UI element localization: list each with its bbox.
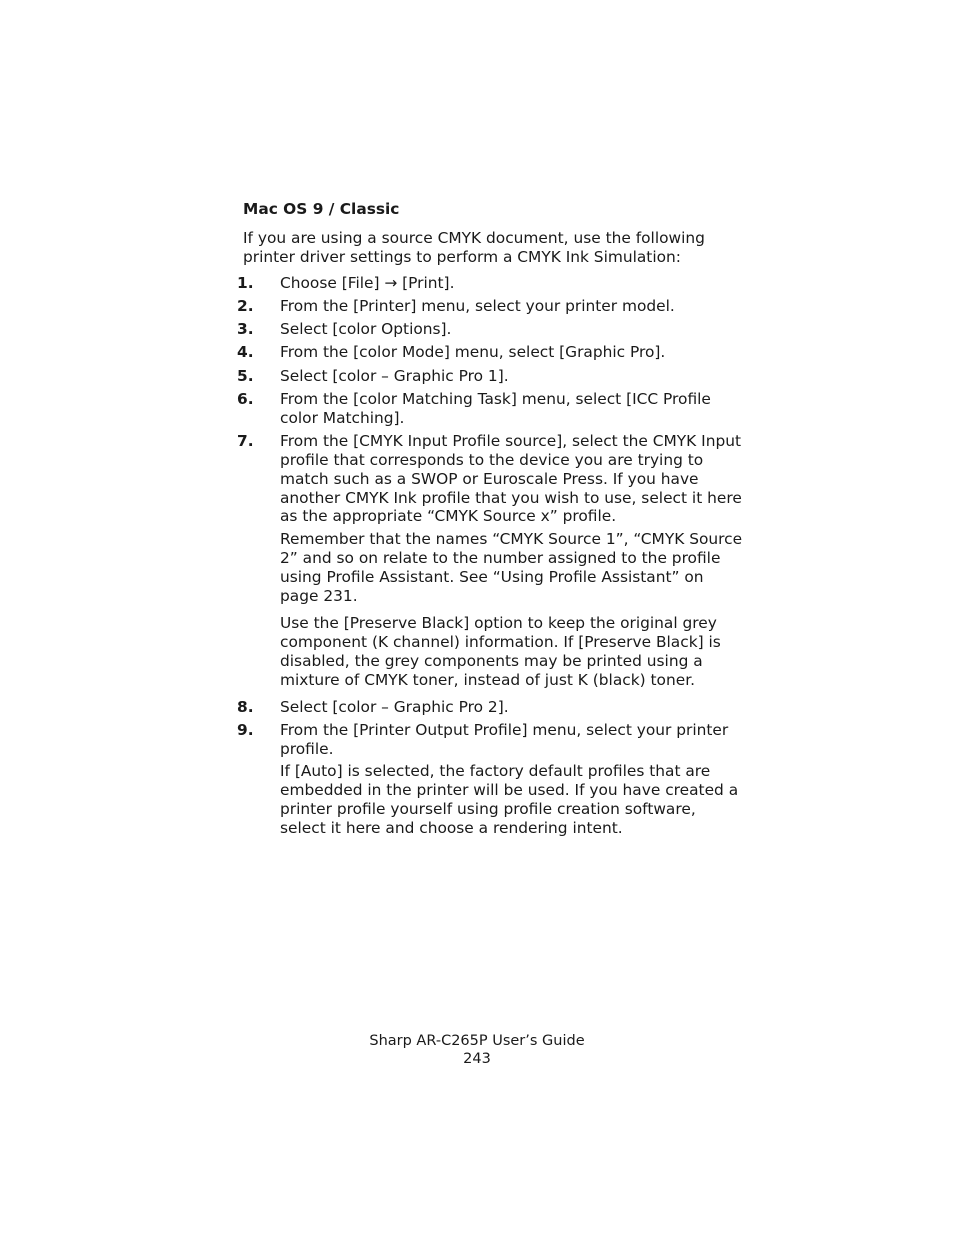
step-text: From the [CMYK Input Profile source], select the CMYK Input profile that corresponds to the device you are trying to match such as a SWOP or Euroscale Press. If you have another CMYK Ink profile that you wish to use, select it here as the appropriate “CMYK Source x” profile. bbox=[280, 432, 742, 526]
step-9 bbox=[237, 720, 743, 838]
step-4 bbox=[237, 343, 743, 362]
step-text: From the [Printer Output Profile] menu, select your printer profile. bbox=[280, 720, 729, 758]
step-text: Select [color – Graphic Pro 2]. bbox=[280, 697, 509, 716]
step-number: 5. bbox=[237, 366, 254, 385]
step-number: 3. bbox=[237, 320, 254, 339]
step-number: 8. bbox=[237, 697, 254, 716]
step-note: If [Auto] is selected, the factory default profiles that are embedded in the printer will be used. If you have created a printer profile yourself using profile creation software, select it here and choose a rendering intent. bbox=[280, 762, 739, 837]
step-number: 4. bbox=[237, 343, 254, 362]
step-note: Remember that the names “CMYK Source 1”, “CMYK Source 2” and so on relate to the number assigned to the profile using Profile Assistant. See “Using Profile Assistant” on page 231. bbox=[280, 530, 743, 605]
step-5 bbox=[237, 366, 743, 386]
step-number: 2. bbox=[237, 296, 254, 315]
step-number: 7. bbox=[237, 432, 254, 451]
page-content bbox=[237, 199, 743, 842]
step-text: From the [Printer] menu, select your printer model. bbox=[280, 296, 675, 315]
step-1 bbox=[237, 273, 743, 293]
page-number: 243 bbox=[463, 1051, 491, 1067]
step-3 bbox=[237, 320, 743, 339]
guide-title: Sharp AR-C265P User’s Guide bbox=[369, 1033, 585, 1049]
step-8 bbox=[237, 697, 743, 717]
step-text: Select [color Options]. bbox=[280, 320, 452, 339]
step-text: From the [color Mode] menu, select [Graphic Pro]. bbox=[280, 343, 666, 362]
step-text: Choose [File] → [Print]. bbox=[280, 273, 455, 292]
step-7 bbox=[237, 432, 743, 689]
step-number: 1. bbox=[237, 273, 254, 292]
step-note: Use the [Preserve Black] option to keep the original grey component (K channel) information. If [Preserve Black] is disabled, the grey components may be printed using a mixture of CMYK toner, instead of just K (black) toner. bbox=[280, 614, 721, 689]
step-text: From the [color Matching Task] menu, select [ICC Profile color Matching]. bbox=[280, 390, 711, 427]
page-footer bbox=[0, 1032, 954, 1068]
step-6 bbox=[237, 390, 743, 428]
steps-list bbox=[237, 273, 743, 838]
section-heading: Mac OS 9 / Classic bbox=[243, 200, 400, 218]
step-2 bbox=[237, 296, 743, 316]
step-number: 6. bbox=[237, 390, 254, 409]
step-text: Select [color – Graphic Pro 1]. bbox=[280, 366, 509, 385]
intro-paragraph: If you are using a source CMYK document, use the following printer driver settings to perform a CMYK Ink Simulation: bbox=[243, 229, 705, 266]
step-number: 9. bbox=[237, 720, 254, 739]
